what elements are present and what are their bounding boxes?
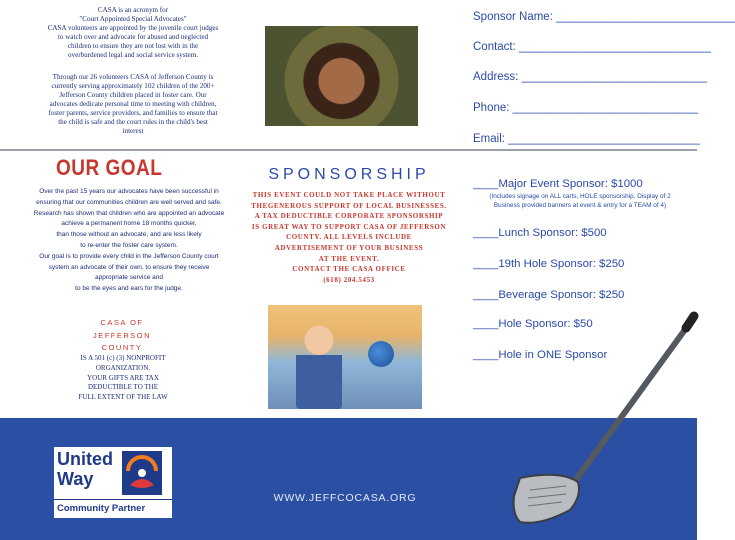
intro-paragraph-2: [8, 73, 258, 137]
united-way-logo: [54, 447, 172, 517]
goal-line: system an advocate of their own, to ensure they receive: [48, 263, 210, 271]
intro-text: [8, 6, 258, 148]
beverage-sponsor-option[interactable]: ____Beverage Sponsor: $250: [473, 289, 625, 301]
nonprofit-statement: [64, 354, 182, 403]
uw-united-text: United: [57, 449, 113, 469]
lunch-sponsor-option[interactable]: ____Lunch Sponsor: $500: [473, 227, 607, 239]
goal-line: Research has shown that children who are appointed an advocate: [33, 209, 225, 217]
sponsorship-line: CONTACT THE CASA OFFICE: [292, 265, 406, 274]
girl-photo: [265, 26, 418, 126]
major-sponsor-note: [470, 192, 690, 210]
sponsorship-line: A TAX DEDUCTIBLE CORPORATE SPONSORSHIP: [254, 212, 444, 221]
intro-paragraph-1: [8, 6, 258, 61]
sponsorship-line: ADVERTISEMENT OF YOUR BUSINESS: [274, 243, 424, 252]
sponsorship-line: AT THE EVENT.: [318, 254, 380, 263]
section-divider: [0, 149, 697, 151]
goal-line: appropriate service and: [95, 274, 163, 282]
hole-sponsor-option[interactable]: ____Hole Sponsor: $50: [473, 318, 593, 330]
goal-line: to re-enter the foster care system.: [80, 241, 178, 249]
nonprofit-line: YOUR GIFTS ARE TAX: [87, 373, 159, 382]
sponsorship-line: THEGENEROUS SUPPORT OF LOCAL BUSINESSES.: [251, 201, 447, 210]
goal-line: Our goal is to provide every child in the Jefferson County court: [39, 252, 219, 260]
intro-line: currently serving approximately 102 children of the 200+: [51, 81, 215, 90]
email-field[interactable]: Email: ______________________________: [473, 133, 701, 145]
goal-line: to be the eyes and ears for the judge.: [75, 285, 183, 293]
sponsorship-line: IS GREAT WAY TO SUPPORT CASA OF JEFFERSON: [251, 222, 447, 231]
sponsorship-text: [240, 190, 458, 285]
intro-line: CASA is an acronym for: [97, 6, 169, 14]
golf-club-icon: [500, 300, 697, 540]
nonprofit-line: IS A 501 (c) (3) NONPROFIT: [80, 354, 166, 362]
intro-line: Through our 26 volunteers CASA of Jefferson County is: [52, 72, 214, 81]
intro-line: overburdened legal and social service system.: [67, 51, 198, 60]
boy-figure: [296, 321, 342, 409]
nonprofit-line: FULL EXTENT OF THE LAW: [78, 393, 168, 402]
uw-community-partner: Community Partner: [54, 499, 172, 518]
major-note-line: (Includes signage on ALL carts, HOLE sponsorship, Display of 2: [489, 193, 671, 200]
nonprofit-line: ORGANIZATION.: [95, 363, 151, 372]
intro-line: Jefferson County children placed in foster care. Our: [59, 90, 207, 99]
sponsorship-title: SPONSORSHIP: [268, 166, 430, 183]
intro-line: the child is safe and the court rules in the child's best: [58, 118, 208, 127]
goal-text: [14, 187, 244, 295]
nonprofit-line: DEDUCTIBLE TO THE: [88, 383, 158, 392]
goal-line: than those without an advocate, and are less likely: [56, 231, 202, 239]
goal-line: achieve a permanent home 18 months quicker,: [61, 220, 197, 228]
intro-line: advocates dedicate personal time to meeting with children,: [49, 99, 217, 108]
website-link[interactable]: WWW.JEFFCOCASA.ORG: [273, 492, 417, 504]
goal-title: OUR GOAL: [56, 156, 163, 181]
major-note-line: Business provided banners at event & entry for a TEAM of 4): [493, 202, 667, 209]
globe-figure: [368, 341, 394, 367]
hole19-sponsor-option[interactable]: ____19th Hole Sponsor: $250: [473, 258, 625, 270]
address-field[interactable]: Address: _____________________________: [473, 71, 708, 83]
sponsorship-line: COUNTY. ALL LEVELS INCLUDE: [286, 233, 412, 242]
contact-field[interactable]: Contact: ______________________________: [473, 41, 711, 53]
sponsor-name-field[interactable]: Sponsor Name: ____________________________: [473, 11, 735, 23]
sponsorship-line: THIS EVENT COULD NOT TAKE PLACE WITHOUT: [252, 191, 446, 199]
intro-line: CASA volunteers are appointed by the juvenile court judges: [47, 24, 219, 33]
hole-in-one-option[interactable]: ____Hole in ONE Sponsor: [473, 349, 608, 361]
casa-name: [84, 317, 160, 355]
casa-name-line: JEFFERSON: [92, 330, 152, 340]
uw-way-text: Way: [57, 469, 94, 489]
boy-photo: [268, 305, 422, 409]
intro-line: "Court Appointed Special Advocates": [79, 15, 187, 24]
phone-field[interactable]: Phone: _____________________________: [473, 102, 699, 114]
goal-line: Over the past 15 years our advocates have been successful in: [39, 188, 219, 195]
intro-line: to watch over and advocate for abused and neglected: [57, 33, 209, 42]
major-sponsor-option[interactable]: ____Major Event Sponsor: $1000: [473, 178, 643, 190]
casa-name-line: COUNTY: [101, 343, 143, 352]
united-way-hand-icon: [122, 451, 162, 495]
sponsorship-phone: (618) 204.5453: [323, 275, 375, 284]
casa-name-line: CASA OF: [100, 318, 144, 327]
intro-line: foster parents, service providers, and families to ensure that: [48, 108, 218, 117]
goal-line: ensuring that our communities children are well served and safe.: [36, 198, 222, 206]
intro-line: children to ensure they are not lost with in the: [67, 42, 199, 51]
intro-line: interest: [122, 127, 144, 136]
